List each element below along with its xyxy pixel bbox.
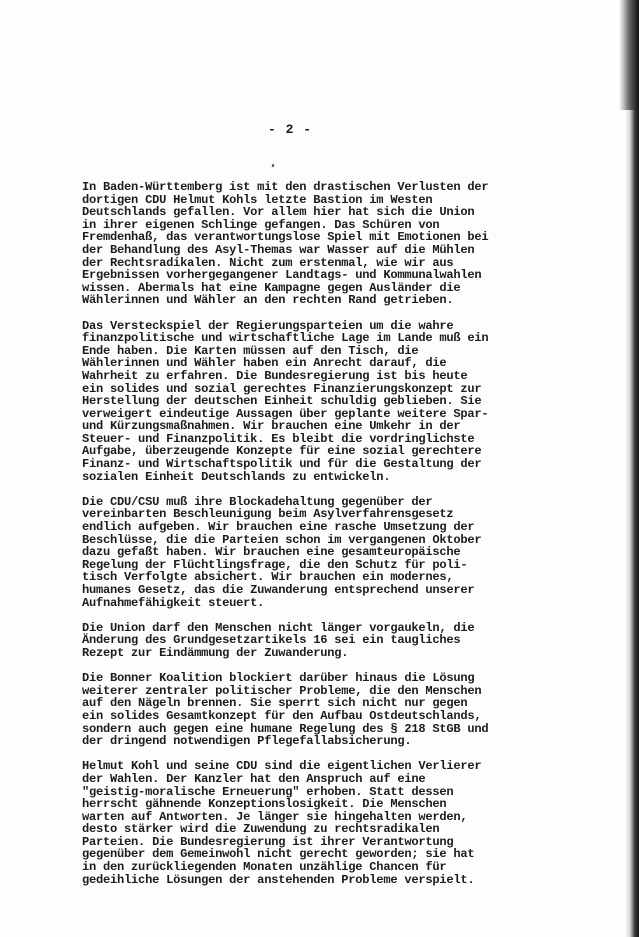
text-line: Wahrheit zu erfahren. Die Bundesregierung ist bis heute	[82, 368, 468, 383]
text-line: herrscht gähnende Konzeptionslosigkeit. Die Menschen	[82, 797, 447, 812]
text-line: Aufnahmefähigkeit steuert.	[82, 595, 265, 610]
text-line: dazu gefaßt haben. Wir brauchen eine gesamteuropäische	[82, 545, 461, 560]
scan-speck	[272, 164, 275, 168]
scan-shadow-corner	[619, 0, 639, 110]
text-line: verweigert eindeutige Aussagen über geplante weitere Spar-	[82, 406, 489, 421]
text-line: in ihrer eigenen Schlinge gefangen. Das Schüren von	[82, 217, 440, 232]
document-body	[82, 181, 602, 899]
text-line: finanzpolitische und wirtschaftliche Lage im Lande muß ein	[82, 331, 489, 346]
text-line: Änderung des Grundgesetzartikels 16 sei ein taugliches	[82, 633, 461, 648]
text-line: Regelung der Flüchtlingsfrage, die den Schutz für poli-	[82, 557, 468, 572]
text-line: Fremdenhaß, das verantwortungslose Spiel mit Emotionen bei	[82, 230, 489, 245]
text-line: Finanz- und Wirtschaftspolitik und für die Gestaltung der	[82, 457, 482, 472]
text-line: Steuer- und Finanzpolitik. Es bleibt die vordringlichste	[82, 431, 475, 446]
text-line: Ende haben. Die Karten müssen auf den Tisch, die	[82, 343, 419, 358]
text-line: und Kürzungsmaßnahmen. Wir brauchen eine Umkehr in der	[82, 419, 461, 434]
paragraph	[82, 320, 602, 484]
text-line: ein solides und sozial gerechtes Finanzierungskonzept zur	[82, 381, 482, 396]
text-line: weiterer zentraler politischer Probleme, die den Menschen	[82, 683, 482, 698]
text-line: Die CDU/CSU muß ihre Blockadehaltung gegenüber der	[82, 494, 433, 509]
text-line: wissen. Abermals hat eine Kampagne gegen Ausländer die	[82, 280, 461, 295]
paragraph	[82, 496, 602, 609]
text-line: in den zurückliegenden Monaten unzählige Chancen für	[82, 860, 447, 875]
text-line: Das Versteckspiel der Regierungsparteien um die wahre	[82, 318, 454, 333]
text-line: sondern auch gegen eine humane Regelung des § 218 StGB und	[82, 721, 489, 736]
text-line: endlich aufgeben. Wir brauchen eine rasche Umsetzung der	[82, 520, 475, 535]
text-line: sozialen Einheit Deutschlands zu entwickeln.	[82, 469, 391, 484]
text-line: der Rechtsradikalen. Nicht zum erstenmal, wie wir aus	[82, 255, 454, 270]
scan-shadow-edge	[625, 0, 639, 937]
text-line: der Wahlen. Der Kanzler hat den Anspruch auf eine	[82, 771, 426, 786]
text-line: Wählerinnen und Wähler an den rechten Rand getrieben.	[82, 293, 454, 308]
paragraph	[82, 672, 602, 748]
paragraph	[82, 622, 602, 660]
text-line: der Behandlung des Asyl-Themas war Wasser auf die Mühlen	[82, 242, 475, 257]
text-line: dortigen CDU Helmut Kohls letzte Bastion im Westen	[82, 192, 433, 207]
text-line: Herstellung der deutschen Einheit schuldig geblieben. Sie	[82, 394, 482, 409]
text-line: Rezept zur Eindämmung der Zuwanderung.	[82, 645, 349, 660]
paragraph	[82, 181, 602, 307]
text-line: ein solides Gesamtkonzept für den Aufbau Ostdeutschlands,	[82, 708, 482, 723]
text-line: Aufgabe, überzeugende Konzepte für eine sozial gerechtere	[82, 444, 482, 459]
text-line: auf den Nägeln brennen. Sie sperrt sich nicht nur gegen	[82, 696, 468, 711]
text-line: In Baden-Württemberg ist mit den drastischen Verlusten der	[82, 180, 489, 194]
text-line: Parteien. Die Bundesregierung ist ihrer Verantwortung	[82, 834, 454, 849]
text-line: gegenüber dem Gemeinwohl nicht gerecht geworden; sie hat	[82, 847, 475, 862]
text-line: humanes Gesetz, das die Zuwanderung entsprechend unserer	[82, 583, 475, 597]
text-line: Ergebnissen vorhergegangener Landtags- und Kommunalwahlen	[82, 268, 482, 283]
text-line: Die Union darf den Menschen nicht länger vorgaukeln, die	[82, 620, 475, 635]
text-line: der dringend notwendigen Pflegefallabsicherung.	[82, 734, 412, 749]
text-line: Die Bonner Koalition blockiert darüber hinaus die Lösung	[82, 671, 475, 686]
paragraph	[82, 760, 602, 886]
text-line: tisch Verfolgte absichert. Wir brauchen ein modernes,	[82, 570, 454, 585]
text-line: Wählerinnen und Wähler haben ein Anrecht darauf, die	[82, 356, 447, 371]
page-number: - 2 -	[267, 122, 312, 137]
text-line: warten auf Antworten. Je länger sie hingehalten werden,	[82, 809, 468, 824]
text-line: Helmut Kohl und seine CDU sind die eigentlichen Verlierer	[82, 759, 482, 774]
text-line: vereinbarten Beschleunigung beim Asylverfahrensgesetz	[82, 507, 454, 522]
text-line: Deutschlands gefallen. Vor allem hier hat sich die Union	[82, 205, 475, 220]
text-line: desto stärker wird die Zuwendung zu rechtsradikalen	[82, 822, 440, 837]
text-line: "geistig-moralische Erneuerung" erhoben. Statt dessen	[82, 784, 454, 799]
text-line: Beschlüsse, die die Parteien schon im vergangenen Oktober	[82, 532, 482, 547]
text-line: gedeihliche Lösungen der anstehenden Probleme verspielt.	[82, 872, 475, 887]
